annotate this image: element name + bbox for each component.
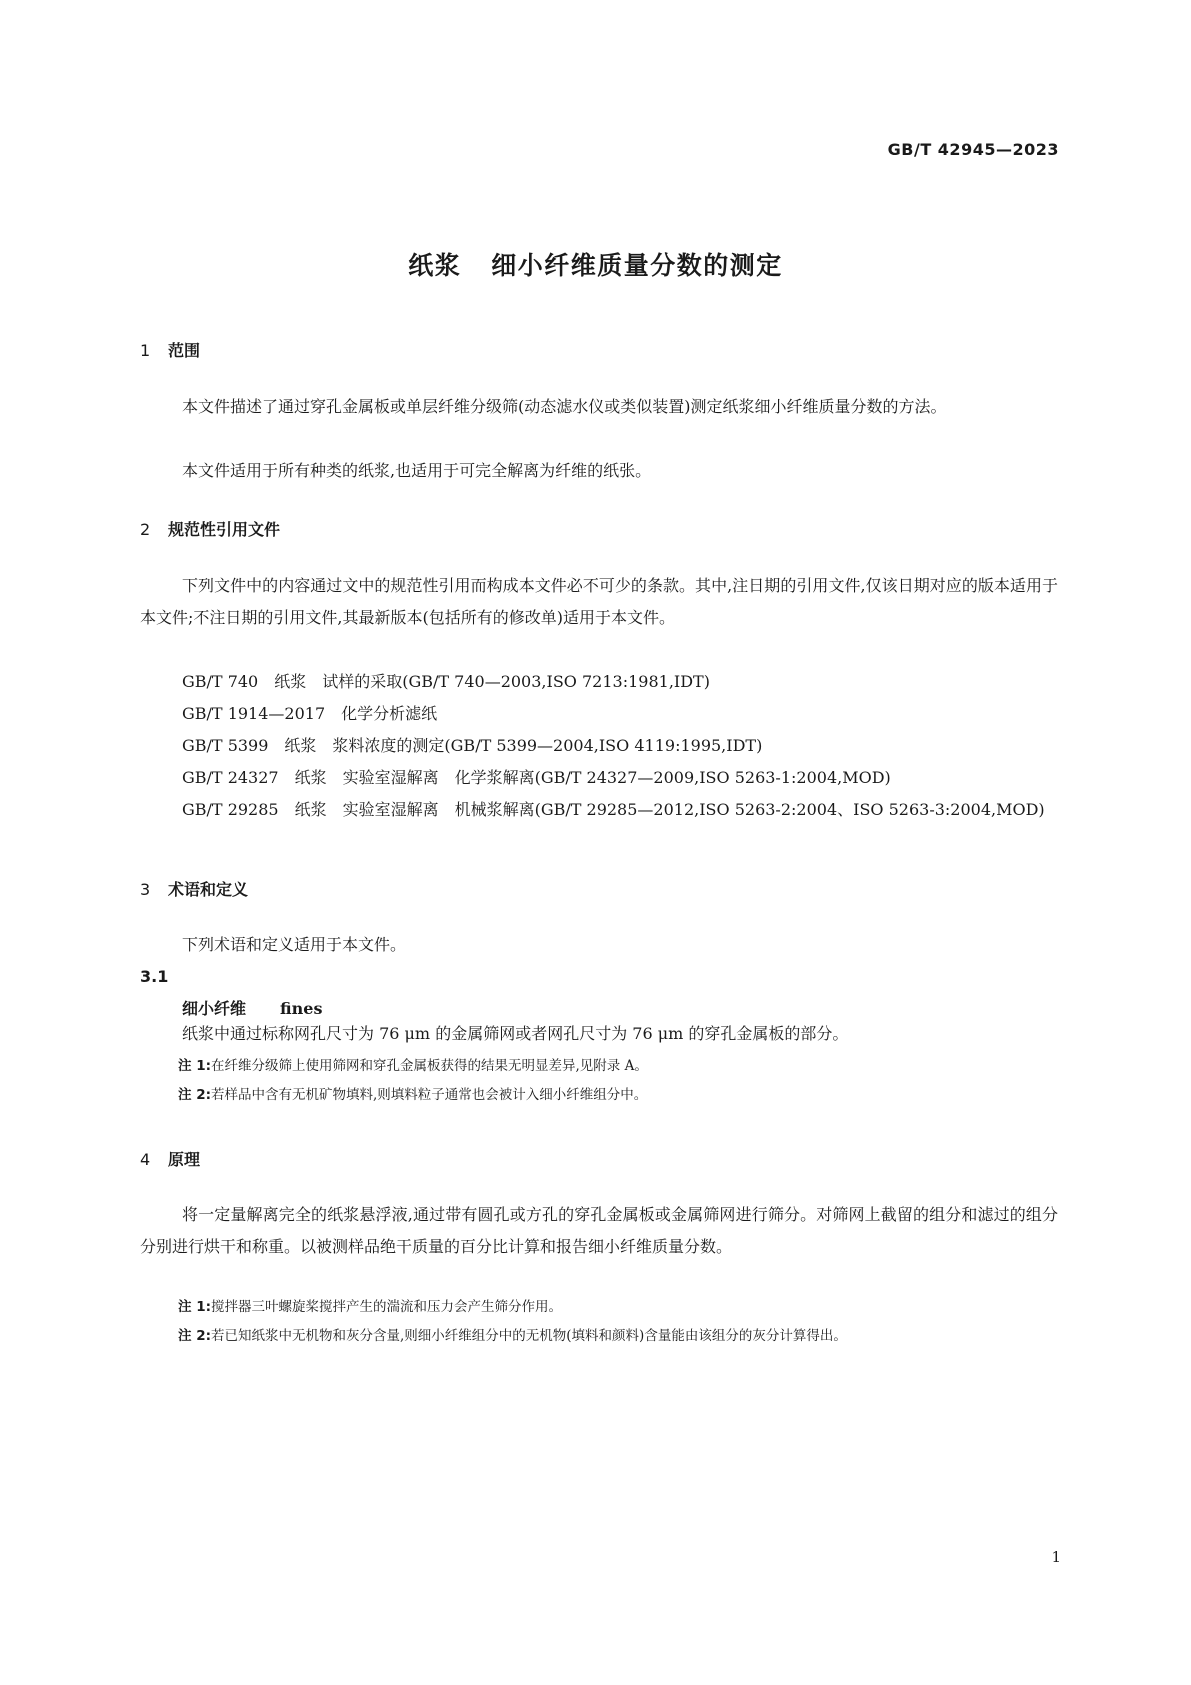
document-title — [0, 246, 1191, 282]
clause-number: 3.1 — [140, 967, 169, 986]
term-note-2: 注 2:若样品中含有无机矿物填料,则填料粒子通常也会被计入细小纤维组分中。 — [178, 1087, 648, 1103]
section-heading-scope: 1 范围 — [140, 341, 201, 360]
reference-item: GB/T 5399 纸浆 浆料浓度的测定(GB/T 5399—2004,ISO 4119:1995,IDT) — [182, 736, 763, 755]
term-note-1: 注 1:在纤维分级筛上使用筛网和穿孔金属板获得的结果无明显差异,见附录 A。 — [178, 1058, 648, 1074]
section-heading-normative-references: 2 规范性引用文件 — [140, 520, 281, 539]
principle-note-1: 注 1:搅拌器三叶螺旋桨搅拌产生的湍流和压力会产生筛分作用。 — [178, 1299, 562, 1315]
section-heading-principle: 4 原理 — [140, 1150, 201, 1169]
principle-note-2: 注 2:若已知纸浆中无机物和灰分含量,则细小纤维组分中的无机物(填料和颜料)含量能由该组分的灰分计算得出。 — [178, 1328, 847, 1344]
reference-item: GB/T 740 纸浆 试样的采取(GB/T 740—2003,ISO 7213:1981,IDT) — [182, 672, 710, 691]
references-intro-paragraph: 下列文件中的内容通过文中的规范性引用而构成本文件必不可少的条款。其中,注日期的引用文件,仅该日期对应的版本适用于本文件;不注日期的引用文件,其最新版本(包括所有的修改单)适用于本文件。 — [140, 576, 1058, 627]
title-part-1: 纸浆 — [408, 251, 462, 280]
reference-item: GB/T 1914—2017 化学分析滤纸 — [182, 704, 438, 723]
terms-intro-paragraph: 下列术语和定义适用于本文件。 — [182, 935, 407, 954]
term-en: fines — [280, 999, 323, 1018]
page-number: 1 — [1051, 1548, 1061, 1566]
term-zh: 细小纤维 — [182, 999, 247, 1018]
reference-item: GB/T 29285 纸浆 实验室湿解离 机械浆解离(GB/T 29285—2012,ISO 5263-2:2004、ISO 5263-3:2004,MOD) — [182, 800, 1045, 819]
section-heading-terms: 3 术语和定义 — [140, 880, 249, 899]
scope-paragraph-2: 本文件适用于所有种类的纸浆,也适用于可完全解离为纤维的纸张。 — [182, 461, 652, 480]
title-part-2: 细小纤维质量分数的测定 — [491, 251, 783, 280]
principle-paragraph: 将一定量解离完全的纸浆悬浮液,通过带有圆孔或方孔的穿孔金属板或金属筛网进行筛分。对筛网上截留的组分和滤过的组分分别进行烘干和称重。以被测样品绝干质量的百分比计算和报告细小纤维质量分数。 — [140, 1205, 1058, 1256]
scope-paragraph-1: 本文件描述了通过穿孔金属板或单层纤维分级筛(动态滤水仪或类似装置)测定纸浆细小纤维质量分数的方法。 — [182, 397, 947, 416]
standard-code: GB/T 42945—2023 — [887, 140, 1059, 159]
term-entry — [182, 996, 322, 1019]
reference-item: GB/T 24327 纸浆 实验室湿解离 化学浆解离(GB/T 24327—2009,ISO 5263-1:2004,MOD) — [182, 768, 891, 787]
term-definition: 纸浆中通过标称网孔尺寸为 76 μm 的金属筛网或者网孔尺寸为 76 μm 的穿孔金属板的部分。 — [182, 1024, 849, 1043]
